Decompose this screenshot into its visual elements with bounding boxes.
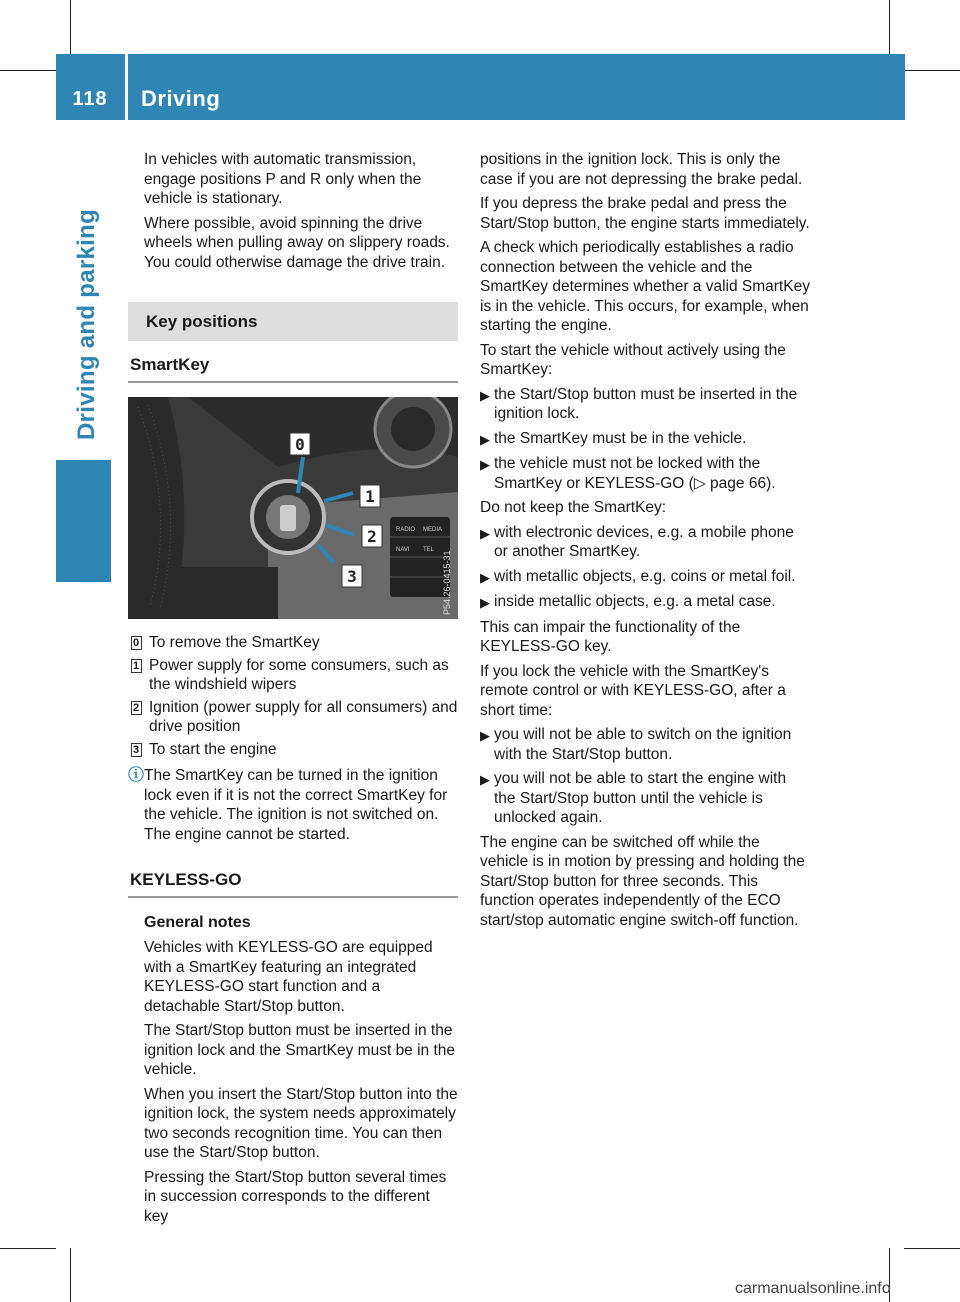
tel-label: TEL — [423, 547, 435, 553]
list-item: ▶ the Start/Stop button must be inserted in the ignition lock. — [480, 385, 810, 424]
info-icon: ⓘ — [128, 767, 145, 784]
crop-mark — [70, 1248, 71, 1302]
radio-label: RADIO — [396, 527, 416, 533]
legend-number: 0 — [131, 636, 142, 650]
legend-item — [128, 740, 458, 760]
list-item: ▶ with electronic devices, e.g. a mobile phone or another SmartKey. — [480, 523, 810, 562]
legend-number: 1 — [131, 659, 142, 673]
page-number: 118 — [72, 88, 108, 110]
list-item: ▶ you will not be able to start the engine with the Start/Stop button until the vehicle is unlocked again. — [480, 769, 810, 828]
list-item: ▶ the SmartKey must be in the vehicle. — [480, 429, 810, 450]
page-title: Driving — [141, 86, 221, 111]
navi-label: NAVI — [396, 547, 410, 553]
list-item: ▶ with metallic objects, e.g. coins or metal foil. — [480, 567, 810, 588]
intro-block — [128, 150, 458, 272]
list-item: ▶ you will not be able to switch on the ignition with the Start/Stop button. — [480, 725, 810, 764]
legend-number: 2 — [131, 701, 142, 715]
callout-0: 0 — [295, 435, 305, 454]
figure-code: P54.26-0415-31 — [442, 550, 452, 615]
subsection-heading: SmartKey — [128, 355, 458, 383]
section-heading-keyless: KEYLESS-GO — [128, 870, 458, 898]
legend-item — [128, 633, 458, 653]
paragraph: Do not keep the SmartKey: — [480, 499, 667, 516]
info-note — [128, 766, 458, 844]
paragraph: positions in the ignition lock. This is only the case if you are not depressing the brake pedal. — [480, 151, 803, 188]
general-notes-heading: General notes — [144, 914, 251, 931]
paragraph: Vehicles with KEYLESS-GO are equipped with a SmartKey featuring an integrated KEYLESS-GO start function and a detachable Start/Stop button. — [144, 939, 433, 1015]
paragraph: A check which periodically establishes a radio connection between the vehicle and the SmartKey determines whether a valid SmartKey is in the vehicle. This occurs, for example, when starting the engine. — [480, 239, 810, 334]
paragraph: When you insert the Start/Stop button into the ignition lock, the system needs approximately two seconds recognition time. You can then use the Start/Stop button. — [144, 1085, 458, 1161]
list-item: ▶ the vehicle must not be locked with the SmartKey or KEYLESS-GO (▷ page 66). — [480, 454, 810, 493]
section-heading: Key positions — [128, 302, 458, 341]
list-item-text: the vehicle must not be locked with the SmartKey or KEYLESS-GO (▷ page 66). — [494, 455, 776, 492]
left-column — [128, 150, 458, 1231]
side-tab-block — [56, 460, 111, 582]
crop-mark — [904, 70, 960, 71]
crop-mark — [0, 1248, 56, 1249]
list-item: ▶ inside metallic objects, e.g. a metal case. — [480, 592, 810, 613]
watermark-link[interactable]: carmanualsonline.info — [735, 1280, 891, 1297]
legend-text: To start the engine — [149, 740, 277, 758]
list-item-text: inside metallic objects, e.g. a metal case. — [494, 593, 776, 610]
crop-mark — [889, 0, 890, 56]
paragraph: Where possible, avoid spinning the drive wheels when pulling away on slippery roads. You could otherwise damage the drive train. — [144, 214, 450, 271]
list-item-text: you will not be able to start the engine with the Start/Stop button until the vehicle is unlocked again. — [494, 770, 787, 826]
paragraph: The Start/Stop button must be inserted in the ignition lock and the SmartKey must be in the vehicle. — [144, 1022, 456, 1078]
side-tab-label: Driving and parking — [73, 208, 100, 440]
legend-text: To remove the SmartKey — [149, 634, 320, 651]
crop-mark — [904, 1248, 960, 1249]
callout-1: 1 — [365, 487, 375, 506]
paragraph: To start the vehicle without actively using the SmartKey: — [480, 341, 786, 378]
crop-mark — [0, 70, 56, 71]
legend-item — [128, 656, 458, 695]
paragraph: If you lock the vehicle with the SmartKey's remote control or with KEYLESS-GO, after a short time: — [480, 662, 786, 719]
list-item-text: you will not be able to switch on the ignition with the Start/Stop button. — [494, 726, 792, 763]
general-notes-block — [128, 914, 458, 1226]
ignition-illustration — [128, 397, 458, 619]
legend-number: 3 — [131, 743, 142, 757]
header-separator — [125, 54, 128, 120]
paragraph: If you depress the brake pedal and press the Start/Stop button, the engine starts immediately. — [480, 195, 810, 232]
list-item-text: the SmartKey must be in the vehicle. — [494, 429, 747, 447]
crop-mark — [70, 0, 71, 56]
legend-item — [128, 698, 458, 737]
paragraph: Pressing the Start/Stop button several times in succession corresponds to the different key — [144, 1168, 447, 1225]
list-item-text: with metallic objects, e.g. coins or metal foil. — [494, 567, 796, 585]
legend-text: Power supply for some consumers, such as the windshield wipers — [149, 656, 449, 693]
info-text: The SmartKey can be turned in the ignition lock even if it is not the correct SmartKey for the vehicle. The ignition is not switched on. The engine cannot be started. — [144, 767, 448, 843]
callout-2: 2 — [367, 527, 377, 546]
paragraph: In vehicles with automatic transmission, engage positions P and R only when the vehicle is stationary. — [144, 151, 422, 207]
ignition-lock-figure — [128, 397, 458, 619]
list-item-text: the Start/Stop button must be inserted in the ignition lock. — [494, 385, 798, 422]
right-column — [480, 150, 810, 935]
media-label: MEDIA — [423, 527, 443, 533]
callout-3: 3 — [347, 567, 357, 586]
legend-text: Ignition (power supply for all consumers) and drive position — [149, 698, 458, 735]
paragraph: The engine can be switched off while the vehicle is in motion by pressing and holding the Start/Stop button for three seconds. This function operates independently of the ECO start/stop automatic engine switch-off function. — [480, 833, 805, 929]
paragraph: This can impair the functionality of the KEYLESS-GO key. — [480, 618, 741, 655]
list-item-text: with electronic devices, e.g. a mobile phone or another SmartKey. — [494, 523, 794, 560]
